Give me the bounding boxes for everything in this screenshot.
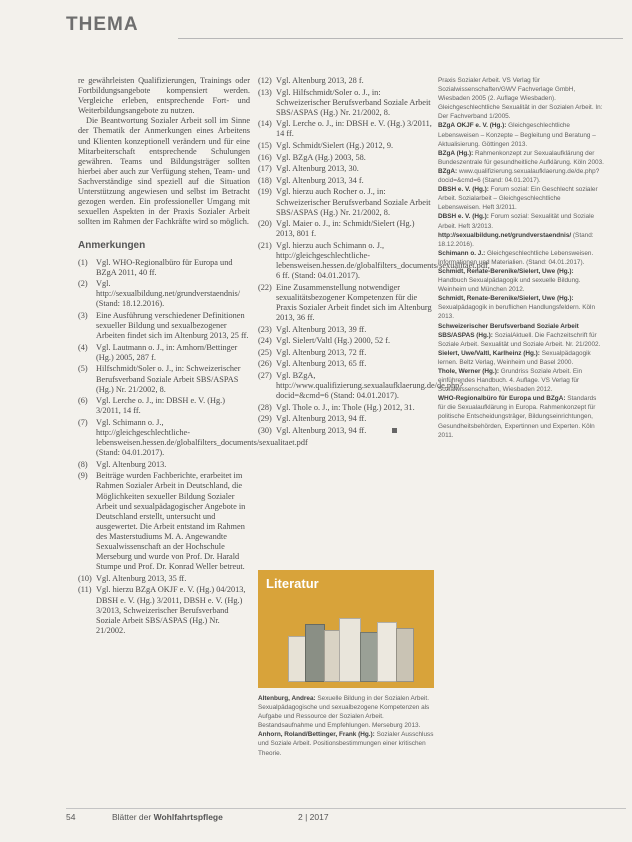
literature-entry bbox=[438, 394, 604, 439]
note-number: (24) bbox=[258, 336, 272, 346]
note-item bbox=[78, 364, 250, 394]
note-number: (11) bbox=[78, 585, 92, 595]
literature-author: WHO-Regionalbüro für Europa und BZgA: bbox=[438, 395, 566, 403]
note-text: Eine Zusammenstellung notwendiger sexualitätsbezogener Kompetenzen für die Praxis Sozialer Arbeit findet sich im Altenburg 2013, 36 ff. bbox=[276, 282, 432, 323]
note-text: Vgl. Altenburg 2013, 30. bbox=[276, 164, 359, 174]
literature-entry bbox=[438, 167, 604, 185]
literature-author: BZgA OKJF e. V. (Hg.): bbox=[438, 122, 507, 130]
literature-text: Sexuelle Bildung in der Sozialen Arbeit. Sexualpädagogische und sexualbezogene Kompetenzen als Aufgabe und Ressource der Sozialen Arbeit. Bestandsaufnahme und Empfehlungen. Merseburg 2013. bbox=[258, 695, 430, 730]
note-item bbox=[78, 460, 250, 470]
note-item bbox=[258, 325, 434, 335]
literature-author: Sielert, Uwe/Valtl, Karlheinz (Hg.): bbox=[438, 349, 540, 357]
note-item bbox=[258, 403, 434, 413]
note-item bbox=[78, 258, 250, 278]
note-number: (27) bbox=[258, 371, 272, 381]
note-item bbox=[258, 164, 434, 174]
book-image bbox=[305, 624, 325, 682]
footer-rule bbox=[66, 808, 626, 809]
note-text: Vgl. Sielert/Valtl (Hg.) 2000, 52 f. bbox=[276, 336, 391, 346]
note-text: Vgl. hierzu auch Schimann o. J., http://gleichgeschlechtliche-lebensweisen.hessen.de/globalfilters_documents/sexualitaet.pdf, 6 ff. (Stand: 04.01.2017). bbox=[276, 240, 490, 281]
note-item bbox=[78, 585, 250, 635]
literature-author: http://sexualbildung.net/grundverstaendnis/ bbox=[438, 231, 572, 239]
magazine-title: Wohlfahrtspflege bbox=[153, 812, 223, 822]
note-item bbox=[258, 336, 434, 346]
page-footer bbox=[66, 808, 626, 828]
note-item bbox=[258, 359, 434, 369]
literature-entry bbox=[438, 367, 604, 394]
book-image bbox=[339, 618, 361, 682]
note-number: (23) bbox=[258, 324, 272, 334]
note-item bbox=[258, 176, 434, 186]
literature-list-continued bbox=[438, 76, 604, 440]
note-text: Vgl. Altenburg 2013, 94 ff. bbox=[276, 414, 367, 424]
body-paragraph: Die Beantwortung Sozialer Arbeit soll im Sinne der Thematik der Anmerkungen eines Arbeitens und Klienten konzeptionell verändern und für eine Mitarbeiterschaft entsprechende Schulungen gewähren. Teams und Bildungsträger sollten hierbei aber auch zur Verfügung stehen, Team- und Sachverständige sind speziell auf die Situation Unterstützung angewiesen und selbst im Betracht gezogen werden. Ein professioneller Umgang mit sexuellen Aspekten in der Praxis Sozialer Arbeit sollten im Rahmen der Fachkräfte wird so möglich. bbox=[78, 116, 250, 227]
literature-author: Schimann o. J.: bbox=[438, 249, 486, 257]
note-text: Vgl. Thole o. J., in: Thole (Hg.) 2012, 31. bbox=[276, 402, 415, 412]
literature-text: Standards für die Sexualaufklärung in Europa. Rahmenkonzept für politische Entscheidungsträger, Bildungseinrichtungen, Gesundheitsbehörden, Expertinnen und Experten. Köln 2011. bbox=[438, 395, 597, 439]
note-text: Vgl. Altenburg 2013, 65 ff. bbox=[276, 359, 367, 369]
literature-text: Gleichgeschlechtliche Lebensweisen. Informationen und Materialien. (Stand: 04.01.2017). bbox=[438, 249, 594, 266]
literature-entry bbox=[438, 294, 604, 321]
literature-entry bbox=[438, 149, 604, 167]
note-number: (1) bbox=[78, 257, 88, 267]
note-number: (28) bbox=[258, 402, 272, 412]
literature-entry bbox=[438, 322, 604, 349]
note-item bbox=[258, 153, 434, 163]
literature-text: Praxis Sozialer Arbeit. VS Verlag für Sozialwissenschaften/GWV Fachverlage GmbH, Wiesbaden 2005 (2. Auflage Wiesbaden). bbox=[438, 77, 576, 103]
note-item bbox=[258, 76, 434, 86]
note-item bbox=[258, 283, 434, 323]
notes-heading: Anmerkungen bbox=[78, 240, 146, 252]
issue-number: 2 | 2017 bbox=[298, 812, 329, 822]
note-item bbox=[258, 414, 434, 424]
book-image bbox=[360, 632, 378, 682]
literature-text: Rahmenkonzept zur Sexualaufklärung der Bundeszentrale für gesundheitliche Aufklärung. Köln 2003. bbox=[438, 149, 604, 166]
note-number: (21) bbox=[258, 240, 272, 250]
note-item bbox=[258, 371, 464, 401]
note-number: (10) bbox=[78, 573, 92, 583]
literature-entry bbox=[438, 185, 604, 212]
literature-text: Grundriss Soziale Arbeit. Ein einführendes Handbuch. 4. Auflage. VS Verlag für Sozialwissenschaften, Wiesbaden 2012. bbox=[438, 368, 583, 394]
page-number: 54 bbox=[66, 812, 76, 822]
note-item bbox=[78, 279, 250, 309]
note-number: (14) bbox=[258, 119, 272, 129]
literature-entry bbox=[438, 103, 604, 121]
note-number: (20) bbox=[258, 219, 272, 229]
literature-entry bbox=[438, 249, 604, 267]
note-item bbox=[78, 574, 250, 584]
literature-author: DBSH e. V. (Hg.): bbox=[438, 186, 489, 194]
books-illustration bbox=[288, 614, 418, 682]
note-text: Vgl. Altenburg 2013, 34 f. bbox=[276, 175, 364, 185]
note-item bbox=[258, 88, 434, 118]
note-text: Beiträge wurden Fachberichte, erarbeitet im Rahmen Sozialer Arbeit in Deutschland, die Möglichkeiten sexueller Bildung Sozialer Arbeit und sexualpädagogischer Angebote in Deutschland erstellt, untersucht und ausgewertet. Die Arbeit entstand im Rahmen des Masterstudiums M. A. Angewandte Sexualwissenschaft an der Hochschule Merseburg und wurde von Prof. Dr. Harald Stumpe und Prof. Dr. Konrad Weller betreut. bbox=[96, 471, 246, 572]
literature-author: Thole, Werner (Hg.): bbox=[438, 368, 499, 375]
note-number: (9) bbox=[78, 471, 88, 481]
note-number: (29) bbox=[258, 414, 272, 424]
note-item bbox=[258, 187, 434, 217]
book-image bbox=[288, 636, 306, 682]
note-text: Vgl. Altenburg 2013, 35 ff. bbox=[96, 573, 187, 583]
note-number: (12) bbox=[258, 76, 272, 85]
note-number: (4) bbox=[78, 342, 88, 352]
literature-text: Forum sozial: Ein Geschlecht sozialer Arbeit. Sozialarbeit – Gleichgeschlechtliche Lebensweisen. Heft 3/2011. bbox=[438, 186, 598, 212]
book-image bbox=[324, 630, 340, 682]
note-text: Vgl. Lerche o. J., in: DBSH e. V. (Hg.) 3/2011, 14 ff. bbox=[96, 396, 225, 416]
note-text: Vgl. Altenburg 2013. bbox=[96, 459, 167, 469]
note-text: Vgl. BZgA (Hg.) 2003, 58. bbox=[276, 152, 366, 162]
literature-text: Sozialer Ausschluss und Soziale Arbeit. Positionsbestimmungen einer kritischen Theorie. bbox=[258, 731, 434, 757]
literature-author: BZgA (Hg.): bbox=[438, 149, 474, 157]
note-number: (17) bbox=[258, 164, 272, 174]
magazine-prefix: Blätter der bbox=[112, 812, 152, 822]
literature-author: Schweizerischer Berufsverband Soziale Arbeit SBS/ASPAS (Hg.): bbox=[438, 322, 579, 339]
note-number: (18) bbox=[258, 175, 272, 185]
note-number: (22) bbox=[258, 282, 272, 292]
note-item bbox=[258, 426, 434, 436]
literature-entry bbox=[438, 76, 604, 103]
literature-author: Schmidt, Renate-Berenike/Sielert, Uwe (Hg.): bbox=[438, 295, 574, 303]
literature-entry bbox=[438, 212, 604, 230]
note-number: (19) bbox=[258, 187, 272, 197]
note-text: Hilfschmidt/Soler o. J., in: Schweizerischer Berufsverband Soziale Arbeit SBS/ASPAS (Hg.) Nr. 21/2002, 8. bbox=[96, 364, 241, 394]
note-item bbox=[78, 343, 250, 363]
note-item bbox=[258, 119, 434, 139]
note-text: Vgl. hierzu BZgA OKJF e. V. (Hg.) 04/2013, DBSH e. V. (Hg.) 3/2011, DBSH e. V. (Hg.) 3/2013, Schweizerischer Berufsverband Soziale Arbeit SBS/ASPAS (Hg.) Nr. 21/2002. bbox=[96, 585, 246, 635]
note-text: Vgl. Schmidt/Sielert (Hg.) 2012, 9. bbox=[276, 141, 394, 151]
literature-text: www.qualifizierung.sexualaufklaerung.de/de.php?docid=&cmd=6 (Stand: 04.01.2017). bbox=[438, 167, 600, 185]
note-number: (13) bbox=[258, 87, 272, 97]
note-number: (8) bbox=[78, 459, 88, 469]
literature-entry bbox=[438, 267, 604, 294]
note-text: Vgl. Altenburg 2013, 72 ff. bbox=[276, 347, 367, 357]
note-text: Vgl. Altenburg 2013, 94 ff. bbox=[276, 426, 367, 435]
body-paragraph: re gewährleisten Qualifizierungen, Trainings oder Fortbildungsangebote kompensiert werden. Vergleiche erleben, entsprechende Fort- und Weiterbildungsangebote zu nutzen. bbox=[78, 76, 250, 116]
note-text: Vgl. Maier o. J., in: Schmidt/Sielert (Hg.) 2013, 801 f. bbox=[276, 219, 415, 239]
literature-author: BZgA: bbox=[438, 167, 458, 175]
end-mark-icon bbox=[392, 428, 397, 433]
literature-author: Altenburg, Andrea: bbox=[258, 695, 316, 702]
note-text: Vgl. BZgA, http://www.qualifizierung.sexualaufklaerung.de/de.php?docid=&cmd=6 (Stand: 04.01.2017). bbox=[276, 371, 464, 401]
literature-text: Gleichgeschlechtliche Lebensweisen – Konzepte – Begleitung und Beratung – Aktualisierung. Göttingen 2013. bbox=[438, 122, 596, 148]
literature-text: SozialAktuell. Die Fachzeitschrift für Soziale Arbeit. Sexualität und Soziale Arbeit. Nr. 21/2002. bbox=[438, 331, 601, 348]
literature-text: Sexualpädagogik in beruflichen Handlungsfeldern. Köln 2013. bbox=[438, 304, 596, 321]
note-item bbox=[78, 311, 250, 341]
literature-entry bbox=[438, 121, 604, 148]
literature-box bbox=[258, 570, 434, 688]
literature-entry bbox=[258, 730, 434, 757]
note-number: (5) bbox=[78, 364, 88, 374]
literature-entry bbox=[438, 231, 604, 249]
literature-text: Forum sozial: Sexualität und Soziale Arbeit. Heft 3/2013. bbox=[438, 213, 595, 230]
note-item bbox=[258, 219, 434, 239]
literature-author: DBSH e. V. (Hg.): bbox=[438, 213, 489, 221]
literature-title: Literatur bbox=[266, 576, 319, 591]
note-text: Vgl. hierzu auch Rocher o. J., in: Schweizerischer Berufsverband Soziale Arbeit SBS/ASPAS (Hg.) Nr. 21/2002, 8. bbox=[276, 187, 431, 217]
note-text: Vgl. Hilfschmidt/Soler o. J., in: Schweizerischer Berufsverband Soziale Arbeit SBS/ASPAS (Hg.) Nr. 21/2002, 8. bbox=[276, 87, 431, 117]
note-text: Vgl. Altenburg 2013, 39 ff. bbox=[276, 324, 367, 334]
note-number: (16) bbox=[258, 152, 272, 162]
note-number: (3) bbox=[78, 310, 88, 320]
note-item bbox=[258, 348, 434, 358]
note-item bbox=[258, 240, 490, 281]
note-number: (25) bbox=[258, 347, 272, 357]
magazine-name bbox=[112, 812, 223, 822]
book-image bbox=[377, 622, 397, 682]
literature-entry bbox=[258, 694, 434, 730]
note-number: (6) bbox=[78, 396, 88, 406]
literature-author: Anhorn, Roland/Bettinger, Frank (Hg.): bbox=[258, 731, 375, 739]
note-number: (7) bbox=[78, 417, 88, 427]
note-item bbox=[78, 471, 250, 572]
note-number: (15) bbox=[258, 141, 272, 151]
note-text: Vgl. WHO-Regionalbüro für Europa und BZgA 2011, 40 ff. bbox=[96, 257, 233, 277]
book-image bbox=[396, 628, 414, 682]
note-text: Vgl. http://sexualbildung.net/grundverstaendnis/ (Stand: 18.12.2016). bbox=[96, 279, 241, 309]
note-item bbox=[258, 141, 434, 151]
literature-list bbox=[258, 694, 434, 758]
literature-author: Schmidt, Renate-Berenike/Sielert, Uwe (Hg.): bbox=[438, 267, 574, 275]
note-text: Vgl. Lautmann o. J., in: Amhorn/Bettinger (Hg.) 2005, 287 f. bbox=[96, 342, 238, 362]
page-header bbox=[66, 10, 626, 42]
note-number: (26) bbox=[258, 359, 272, 369]
note-text: Vgl. Schimann o. J., http://gleichgeschlechtliche-lebensweisen.hessen.de/globalfilters_documents/sexualitaet.pdf (Stand: 04.01.2017). bbox=[96, 417, 308, 458]
literature-text: Gleichgeschlechtliche Sexualität in der Sozialen Arbeit. In: Der Fachverband 1/2005. bbox=[438, 104, 603, 121]
section-title: THEMA bbox=[66, 14, 139, 35]
note-number: (30) bbox=[258, 426, 272, 435]
literature-text: (Stand: 18.12.2016). bbox=[438, 231, 594, 248]
literature-text: Sexualpädagogik lernen. Beltz Verlag, Weinheim und Basel 2000. bbox=[438, 349, 591, 366]
note-number: (2) bbox=[78, 279, 88, 289]
note-item bbox=[78, 396, 250, 416]
literature-entry bbox=[438, 349, 604, 367]
literature-text: Handbuch Sexualpädagogik und sexuelle Bildung. Weinheim und München 2012. bbox=[438, 277, 581, 294]
note-text: Vgl. Altenburg 2013, 28 f. bbox=[276, 76, 364, 85]
header-rule bbox=[178, 38, 623, 39]
note-text: Vgl. Lerche o. J., in: DBSH e. V. (Hg.) 3/2011, 14 ff. bbox=[276, 119, 432, 139]
note-text: Eine Ausführung verschiedener Definitionen sexueller Bildung und sexualbezogener Arbeiten findet sich im Altenburg 2013, 25 ff. bbox=[96, 310, 249, 341]
